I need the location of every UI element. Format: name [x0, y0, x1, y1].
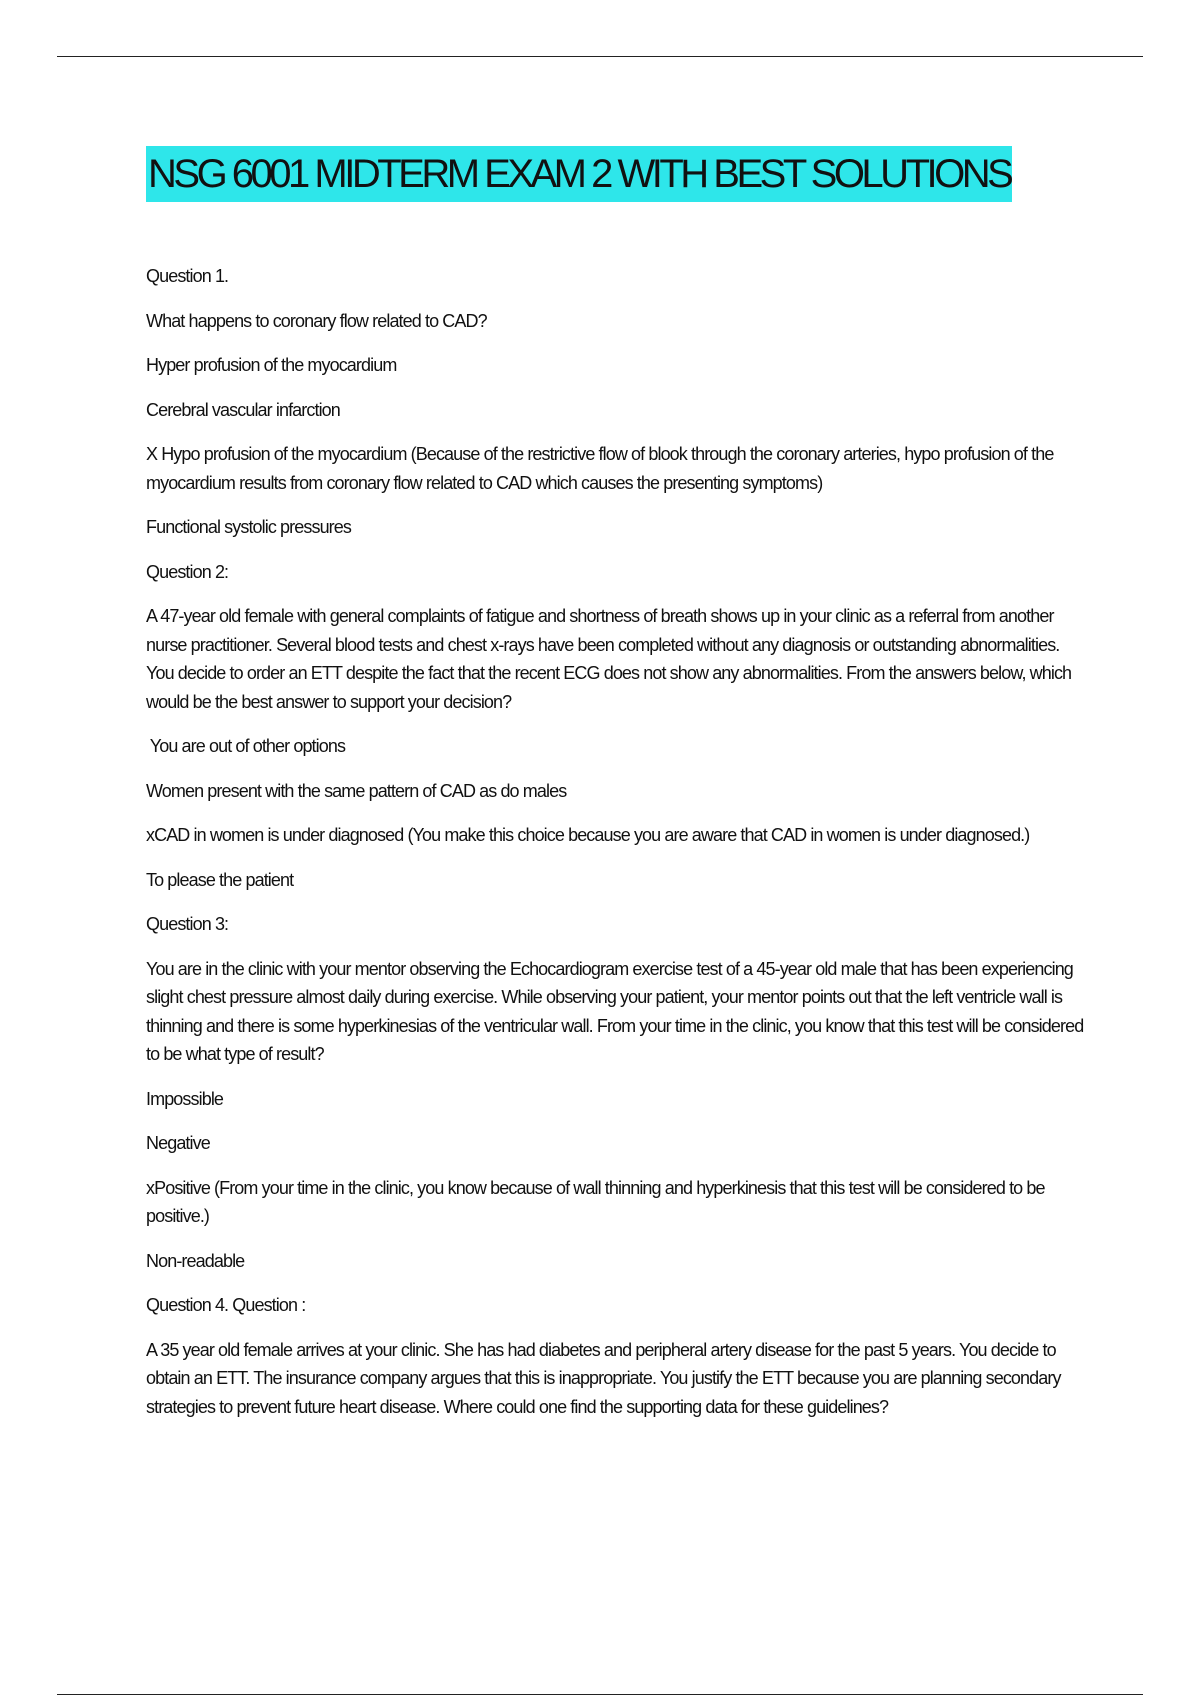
- question-3-option: Non-readable: [146, 1250, 245, 1271]
- question-3-prompt: You are in the clinic with your mentor observing the Echocardiogram exercise test of a 45-year old male that has been experiencing slight chest pressure almost daily during exercise. While observing your patient, your mentor points out that the left ventricle wall is thinning and there is some hyperkinesias of the ventricular wall. From your time in the clinic, you know that this test will be considered to be what type of result?: [146, 958, 1084, 1064]
- question-2-label: Question 2:: [146, 561, 229, 582]
- question-3-answer: xPositive (From your time in the clinic, you know because of wall thinning and hyperkinesis that this test will be considered to be positive.): [146, 1177, 1045, 1226]
- question-2-answer: xCAD in women is under diagnosed (You make this choice because you are aware that CAD in women is under diagnosed.): [146, 825, 1030, 845]
- question-4-prompt: A 35 year old female arrives at your clinic. She has had diabetes and peripheral artery disease for the past 5 years. You decide to obtain an ETT. The insurance company argues that this is inappropriate. You justify the ETT because you are planning secondary strategies to prevent future heart disease. Where could one find the supporting data for these guidelines?: [146, 1339, 1061, 1417]
- question-list: [146, 262, 1086, 1421]
- question-3-option: Impossible: [146, 1088, 224, 1109]
- question-1-label: Question 1.: [146, 266, 229, 286]
- question-1-prompt: What happens to coronary flow related to CAD?: [146, 310, 487, 331]
- question-3-label: Question 3:: [146, 914, 229, 934]
- question-2-option: Women present with the same pattern of CAD as do males: [146, 780, 567, 801]
- question-2-option: To please the patient: [146, 869, 294, 890]
- header-rule: [57, 56, 1143, 57]
- question-1-answer: X Hypo profusion of the myocardium (Because of the restrictive flow of blook through the coronary arteries, hypo profusion of the myocardium results from coronary flow related to CAD which causes the presenting symptoms): [146, 444, 1054, 493]
- question-3-option: Negative: [146, 1133, 210, 1153]
- question-4-label: Question 4. Question :: [146, 1295, 306, 1315]
- question-1-option: Functional systolic pressures: [146, 517, 351, 537]
- question-1-option: Hyper profusion of the myocardium: [146, 355, 397, 375]
- footer-rule: [57, 1694, 1143, 1695]
- question-1-option: Cerebral vascular infarction: [146, 399, 340, 420]
- question-2-option: You are out of other options: [146, 736, 346, 756]
- document-body: [146, 146, 1086, 1437]
- question-2-prompt: A 47-year old female with general complaints of fatigue and shortness of breath shows up in your clinic as a referral from another nurse practitioner. Several blood tests and chest x-rays have been completed without any diagnosis or outstanding abnormalities. You decide to order an ETT despite the fact that the recent ECG does not show any abnormalities. From the answers below, which would be the best answer to support your decision?: [146, 606, 1072, 712]
- document-title: NSG 6001 MIDTERM EXAM 2 WITH BEST SOLUTIONS: [146, 146, 1012, 202]
